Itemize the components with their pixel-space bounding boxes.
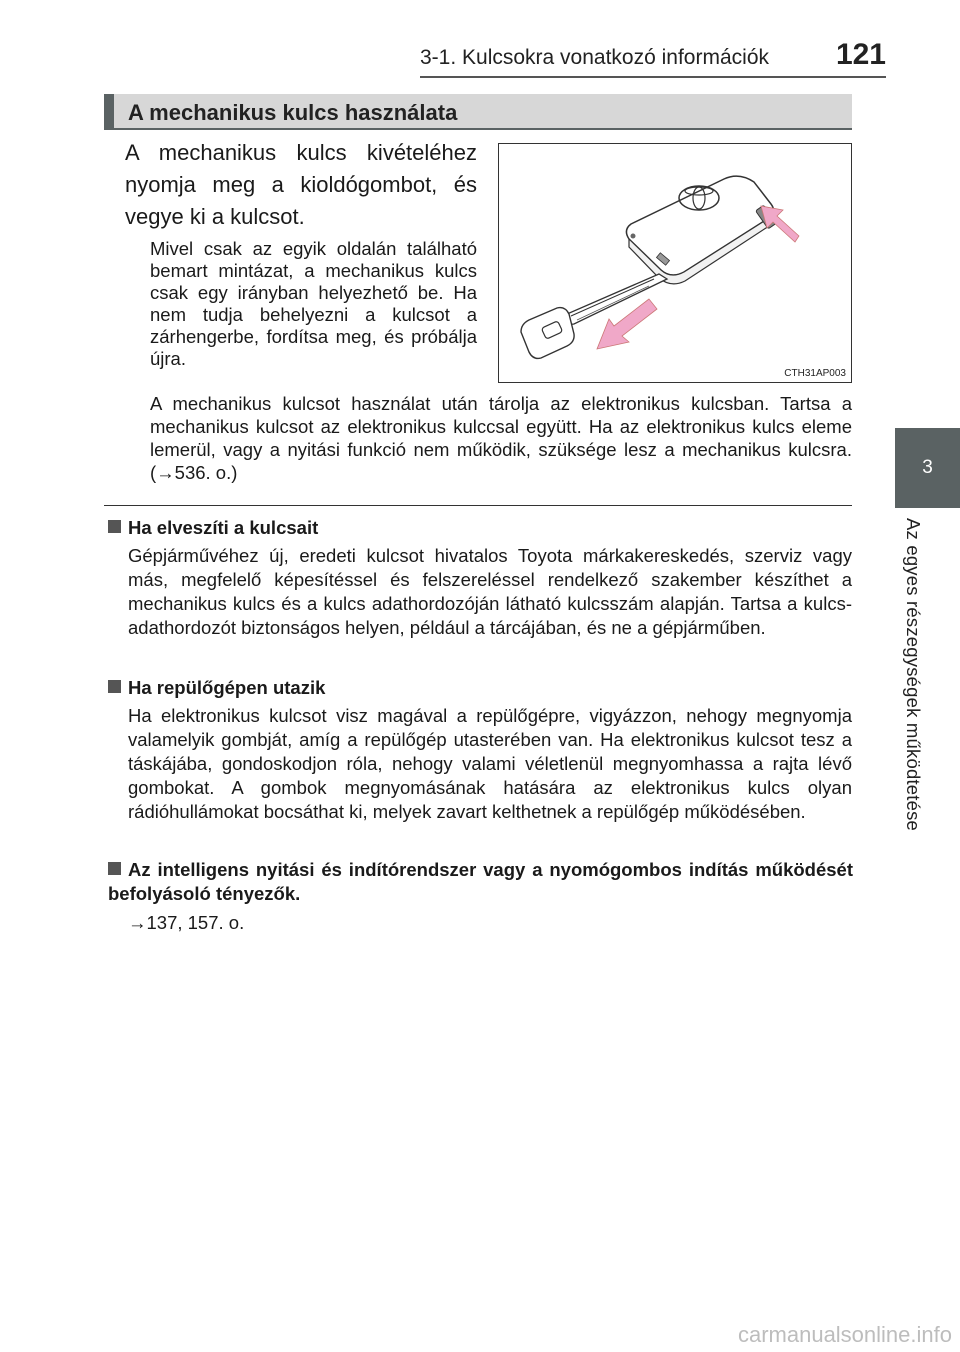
item-body-lost-keys: Gépjárművéhez új, eredeti kulcsot hivatalos Toyota márkakereskedés, szerviz vagy más, megfelelő képesítéssel és felszereléssel rendelkező szakember készíthet a mechanikus kulcs és a kulcs adathordozóján látható kulcsszám alapján. Tartsa a kulcs-adathordozót biztonságos helyen, például a tárcájában, és ne a gépjárműben. bbox=[128, 545, 852, 638]
item-title-smart-entry: Az intelligens nyitási és indítórendszer vagy a nyomógombos indítás működését befolyásoló tényezők. bbox=[108, 859, 853, 904]
square-bullet-icon bbox=[108, 862, 121, 875]
item-title-airplane: Ha repülőgépen utazik bbox=[108, 677, 325, 699]
push-arrow-icon bbox=[761, 206, 799, 242]
key-drawing bbox=[499, 144, 853, 384]
item-title-lost-keys: Ha elveszíti a kulcsait bbox=[108, 517, 318, 539]
section-heading bbox=[104, 94, 852, 130]
chapter-number: 3 bbox=[922, 457, 933, 478]
header-rule bbox=[420, 76, 886, 78]
watermark: carmanualsonline.info bbox=[737, 1322, 952, 1347]
section-divider bbox=[104, 505, 852, 506]
note-paragraph-1: Mivel csak az egyik oldalán található bemart mintázat, a mechanikus kulcs csak egy irányban helyezhető be. Ha nem tudja behelyezni a kulcsot a zárhengerbe, fordítsa meg, és próbálja újra. bbox=[150, 238, 477, 369]
item-body-airplane: Ha elektronikus kulcsot visz magával a repülőgépre, vigyázzon, nehogy megnyomja valamelyik gombját, amíg a repülőgép utasterében van. Ha elektronikus kulcsot tesz a táskájába, gondoskodjon róla, nehogy valami véletlenül megnyomhassa a rajta lévő gombokat. A gombok megnyomásának hatására az elektronikus kulcs olyan rádióhullámokat bocsáthat ki, melyek zavart kelthetnek a repülőgép működésében. bbox=[128, 705, 852, 822]
intro-paragraph: A mechanikus kulcs kivételéhez nyomja meg a kioldógombot, és vegye ki a kulcsot. bbox=[125, 140, 477, 229]
key-illustration bbox=[498, 143, 852, 383]
header-title: 3-1. Kulcsokra vonatkozó információk bbox=[420, 46, 769, 69]
mechanical-key-blade bbox=[557, 274, 667, 326]
square-bullet-icon bbox=[108, 680, 121, 693]
page-header bbox=[420, 38, 886, 78]
item-body-smart-entry: →137, 157. o. bbox=[128, 912, 245, 933]
figure-code: CTH31AP003 bbox=[784, 368, 846, 379]
chapter-label: Az egyes részegységek működtetése bbox=[903, 518, 924, 832]
section-title: A mechanikus kulcs használata bbox=[128, 100, 458, 125]
chapter-tab bbox=[895, 428, 960, 508]
page-number: 121 bbox=[835, 38, 886, 71]
square-bullet-icon bbox=[108, 520, 121, 533]
note-paragraph-2: A mechanikus kulcsot használat után tárolja az elektronikus kulcsban. Tartsa a mechanikus kulcsot az elektronikus kulccsal együtt. Ha az elektronikus kulcs eleme lemerül, vagy a nyitási funkció nem működik, szüksége lesz a mechanikus kulcsra. (→536. o.) bbox=[150, 393, 852, 483]
mechanical-key-head bbox=[521, 308, 574, 359]
